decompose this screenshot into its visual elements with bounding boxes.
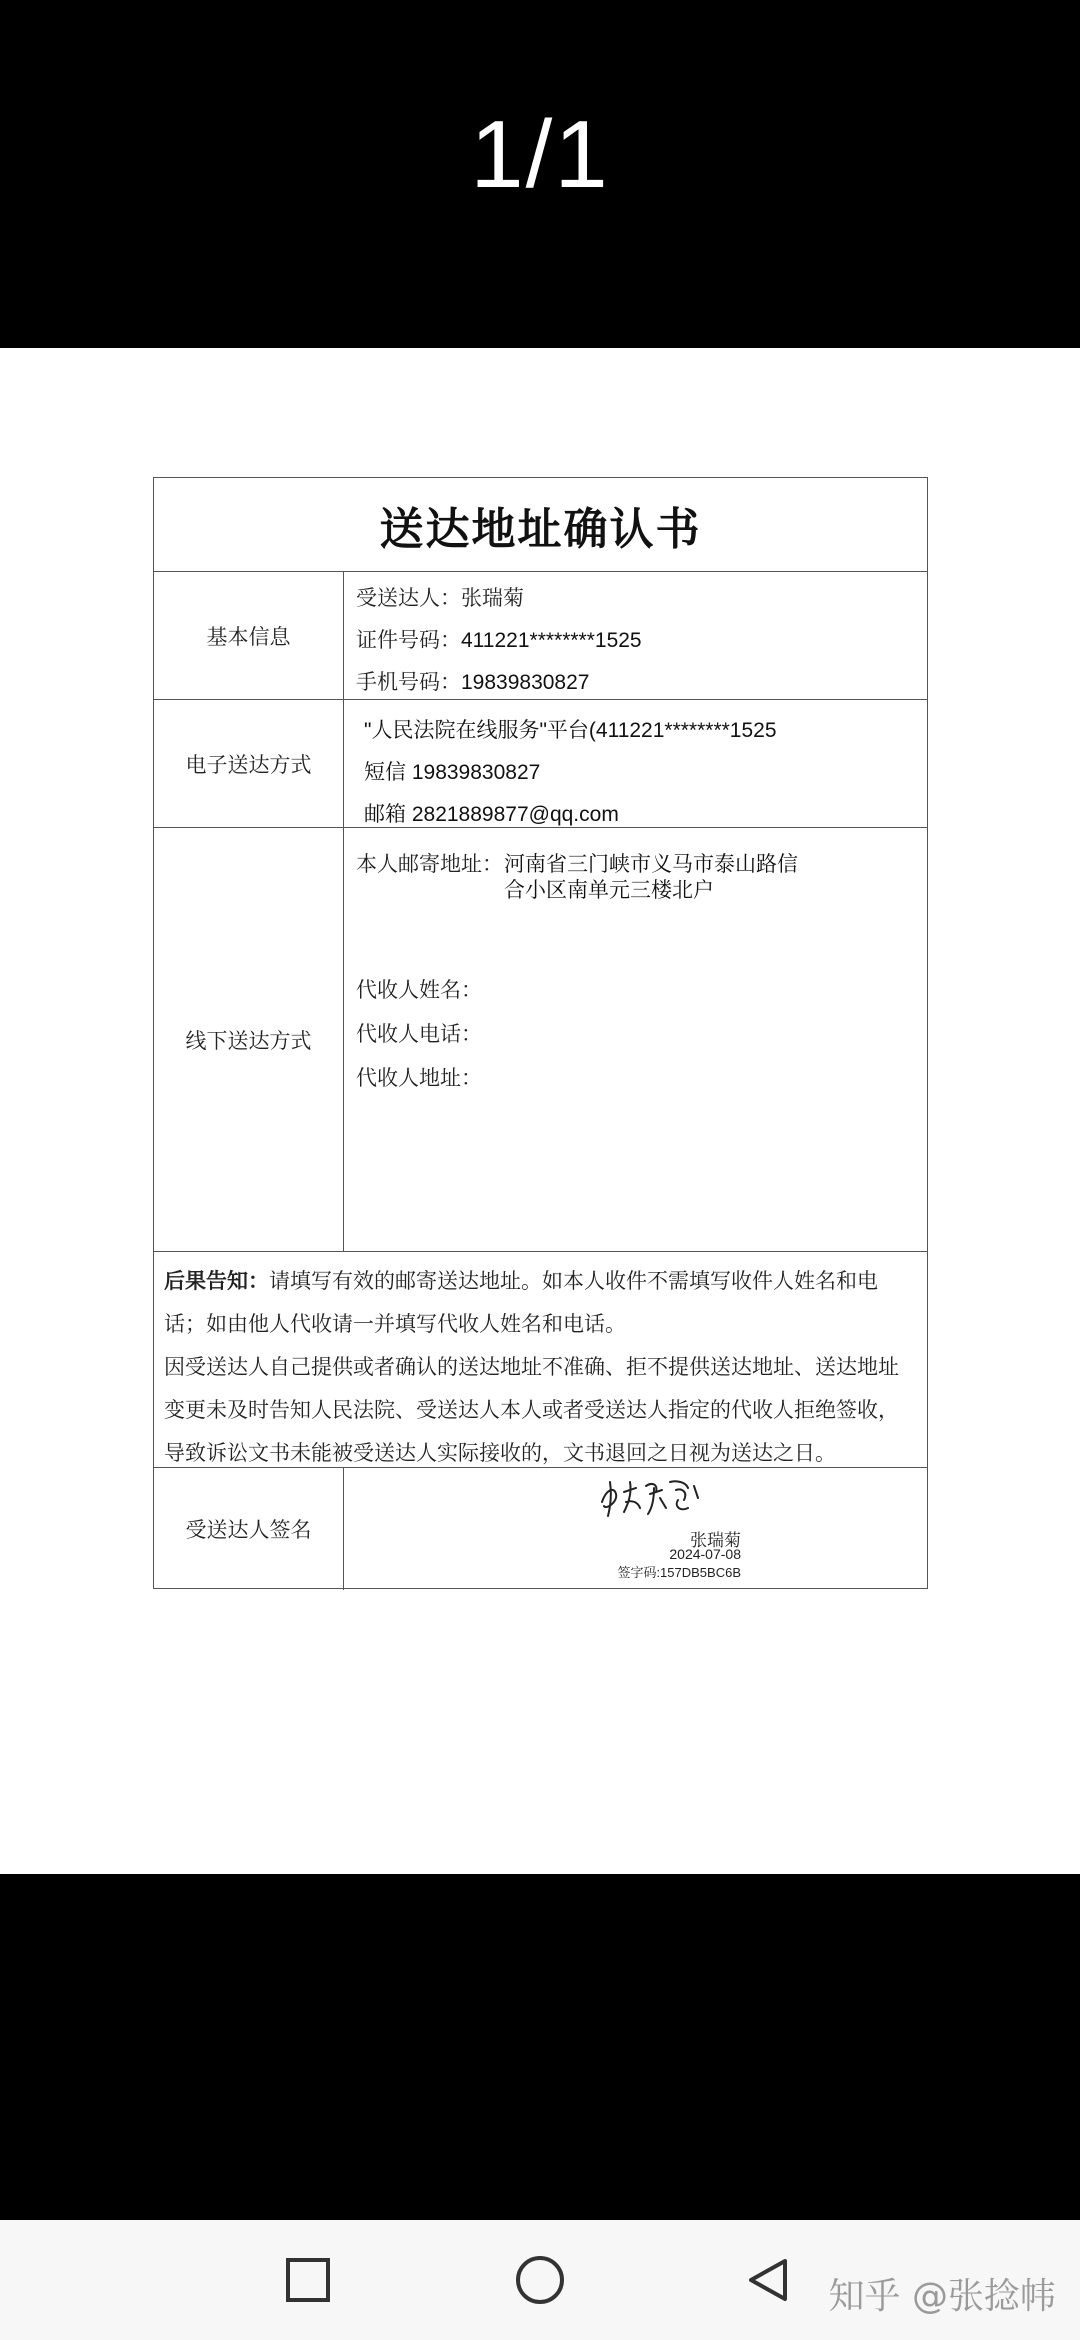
offline-delivery-label: 线下送达方式 bbox=[154, 828, 344, 1251]
recents-button[interactable] bbox=[276, 2248, 340, 2312]
address-line2: 合小区南单元三楼北户 bbox=[504, 879, 714, 902]
square-icon bbox=[284, 2256, 332, 2304]
consequence-notice bbox=[164, 1260, 917, 1475]
phone-label: 手机号码： bbox=[356, 670, 461, 694]
id-value: 411221********1525 bbox=[461, 629, 642, 652]
notice-row bbox=[154, 1252, 927, 1468]
page-indicator: 1/1 bbox=[470, 101, 610, 208]
signer-name: 张瑞菊 bbox=[690, 1531, 741, 1551]
viewer-footer bbox=[0, 1874, 1080, 2220]
signature-label: 受送达人签名 bbox=[154, 1468, 344, 1590]
agent-name-label: 代收人姓名： bbox=[356, 978, 482, 1002]
id-label: 证件号码： bbox=[356, 628, 461, 652]
signature-row bbox=[154, 1468, 927, 1590]
electronic-delivery-row bbox=[154, 700, 927, 828]
address-line1: 河南省三门峡市义马市泰山路信 bbox=[504, 853, 798, 876]
electronic-delivery-label: 电子送达方式 bbox=[154, 700, 344, 827]
home-button[interactable] bbox=[508, 2248, 572, 2312]
recipient-name: 张瑞菊 bbox=[461, 586, 524, 610]
viewer-header bbox=[0, 0, 1080, 348]
back-button[interactable] bbox=[736, 2248, 800, 2312]
notice-heading: 后果告知： bbox=[164, 1269, 269, 1293]
signature-code: 签字码:157DB5BC6B bbox=[617, 1565, 741, 1580]
sign-date: 2024-07-08 bbox=[669, 1546, 741, 1562]
agent-address-label: 代收人地址： bbox=[356, 1066, 482, 1090]
handwritten-signature bbox=[596, 1472, 706, 1520]
notice-text-2: 因受送达人自己提供或者确认的送达地址不准确、拒不提供送达地址、送达地址变更未及时告知人民法院、受送达人本人或者受送达人指定的代收人拒绝签收，导致诉讼文书未能被受送达人实际接收的，文书退回之日视为送达之日。 bbox=[164, 1355, 899, 1465]
agent-phone-label: 代收人电话： bbox=[356, 1022, 482, 1046]
email-line: 邮箱 2821889877@qq.com bbox=[364, 803, 619, 826]
address-label: 本人邮寄地址： bbox=[356, 852, 503, 876]
phone-value: 19839830827 bbox=[461, 671, 590, 694]
document-title: 送达地址确认书 bbox=[379, 503, 702, 555]
basic-info-label: 基本信息 bbox=[154, 572, 344, 699]
system-navigation-bar bbox=[0, 2220, 1080, 2340]
recipient-label: 受送达人： bbox=[356, 586, 461, 610]
delivery-address-confirmation-form bbox=[153, 477, 928, 1589]
triangle-back-icon bbox=[743, 2255, 793, 2305]
platform-line: "人民法院在线服务"平台(411221********1525 bbox=[364, 719, 777, 742]
zhihu-watermark: 知乎 @张捻帏 bbox=[828, 2276, 1056, 2317]
title-row bbox=[154, 478, 927, 572]
notice-text-1: 请填写有效的邮寄送达地址。如本人收件不需填写收件人姓名和电话；如由他人代收请一并填写代收人姓名和电话。 bbox=[164, 1269, 878, 1336]
circle-icon bbox=[513, 2253, 567, 2307]
sms-line: 短信 19839830827 bbox=[364, 761, 541, 784]
offline-delivery-row bbox=[154, 828, 927, 1252]
basic-info-row bbox=[154, 572, 927, 700]
